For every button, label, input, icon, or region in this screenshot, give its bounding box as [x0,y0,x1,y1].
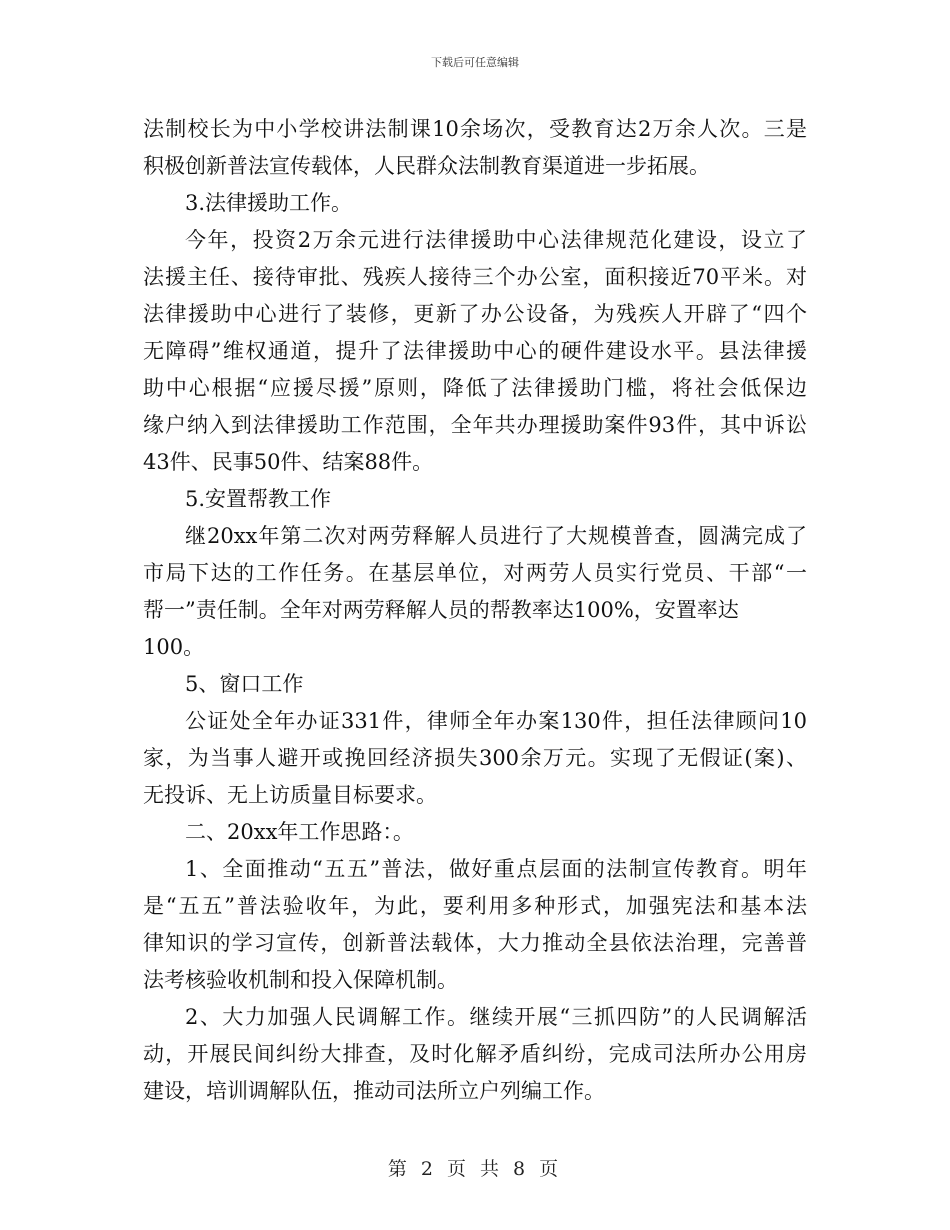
text-line: 43件、民事50件、结案88件。 [143,450,434,474]
text-line: 是“五五”普法验收年，为此，要利用多种形式，加强宪法和基本法 [143,894,807,918]
text-line: 1、全面推动“五五”普法，做好重点层面的法制宣传教育。明年 [185,857,807,881]
text-line: 2、大力加强人民调解工作。继续开展“三抓四防”的人民调解活 [185,1005,807,1029]
text-line: 积极创新普法宣传载体，人民群众法制教育渠道进一步拓展。 [143,154,710,178]
text-line: 无障碍”维权通道，提升了法律援助中心的硬件建设水平。县法律援 [143,339,807,363]
text-line: 法律援助中心进行了装修，更新了办公设备，为残疾人开辟了“四个 [143,302,807,326]
text-line: 市局下达的工作任务。在基层单位，对两劳人员实行党员、干部“一 [143,561,807,585]
text-line: 无投诉、无上访质量目标要求。 [143,783,437,807]
text-line: 家，为当事人避开或挽回经济损失300余万元。实现了无假证(案)、 [143,746,807,770]
text-line: 动，开展民间纠纷大排查，及时化解矛盾纠纷，完成司法所办公用房 [143,1042,807,1066]
text-line: 100。 [143,635,205,659]
text-line: 法援主任、接待审批、残疾人接待三个办公室，面积接近70平米。对 [143,265,807,289]
text-line: 继20xx年第二次对两劳释解人员进行了大规模普查，圆满完成了 [185,524,807,548]
text-line: 缘户纳入到法律援助工作范围，全年共办理援助案件93件，其中诉讼 [143,413,807,437]
page-footer: 第 2 页 共 8 页 [387,1158,563,1180]
text-line: 建设，培训调解队伍，推动司法所立户列编工作。 [143,1079,605,1103]
text-line: 公证处全年办证331件，律师全年办案130件，担任法律顾问10 [185,709,807,733]
text-line: 法考核验收机制和投入保障机制。 [143,968,458,992]
text-line: 助中心根据“应援尽援”原则，降低了法律援助门槛，将社会低保边 [143,376,807,400]
section-heading: 5、窗口工作 [185,672,304,696]
page-header: 下载后可任意编辑 [431,56,519,69]
text-line: 律知识的学习宣传，创新普法载体，大力推动全县依法治理，完善普 [143,931,807,955]
document-body [143,111,807,1110]
section-heading: 5.安置帮教工作 [185,487,332,511]
section-heading: 二、20xx年工作思路：。 [185,820,414,844]
text-line: 法制校长为中小学校讲法制课10余场次，受教育达2万余人次。三是 [143,117,807,141]
text-line: 今年，投资2万余元进行法律援助中心法律规范化建设，设立了 [185,228,807,252]
section-heading: 3.法律援助工作。 [185,191,353,215]
text-line: 帮一”责任制。全年对两劳释解人员的帮教率达100%，安置率达 [143,598,739,622]
